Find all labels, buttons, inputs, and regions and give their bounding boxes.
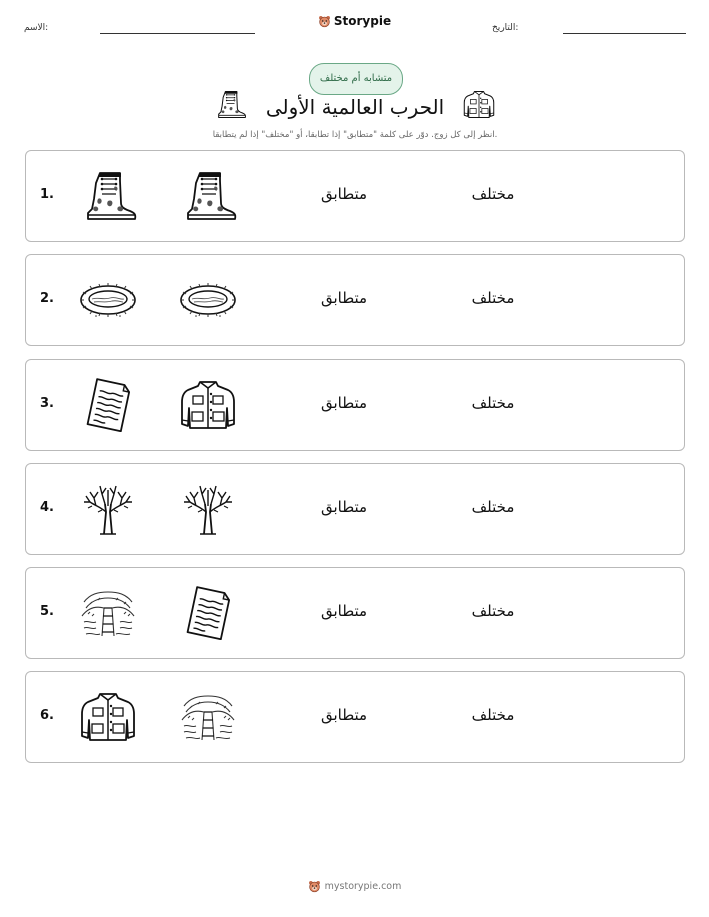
tree-icon bbox=[178, 482, 238, 536]
row-number: 3. bbox=[40, 396, 54, 411]
name-label: الاسم: bbox=[24, 23, 49, 33]
same-option[interactable]: متطابق bbox=[320, 498, 368, 516]
footer bbox=[0, 880, 709, 893]
page-title: الحرب العالمية الأولى bbox=[265, 95, 445, 119]
row-number: 1. bbox=[40, 187, 54, 202]
exercise-row-4 bbox=[25, 463, 685, 555]
different-option[interactable]: مختلف bbox=[471, 498, 515, 516]
different-option[interactable]: مختلف bbox=[471, 602, 515, 620]
same-option[interactable]: متطابق bbox=[320, 394, 368, 412]
row-number: 6. bbox=[40, 708, 54, 723]
worksheet-type-badge: متشابه أم مختلف bbox=[309, 63, 403, 95]
trench-icon bbox=[178, 690, 238, 744]
row-number: 4. bbox=[40, 500, 54, 515]
jacket-icon bbox=[178, 378, 238, 432]
document-icon bbox=[178, 586, 238, 640]
exercise-row-6 bbox=[25, 671, 685, 763]
date-label: التاريخ: bbox=[492, 23, 519, 33]
crater-icon bbox=[178, 273, 238, 327]
brand-name: Storypie bbox=[333, 14, 392, 28]
exercise-row-1 bbox=[25, 150, 685, 242]
instructions: انظر إلى كل زوج. دوّر على كلمة "متطابق" إذا تطابقا، أو "مختلف" إذا لم يتطابقا. bbox=[212, 130, 498, 140]
boot-icon bbox=[78, 169, 138, 223]
trench-icon bbox=[78, 586, 138, 640]
date-line[interactable] bbox=[563, 33, 686, 34]
exercise-row-2 bbox=[25, 254, 685, 346]
same-option[interactable]: متطابق bbox=[320, 602, 368, 620]
same-option[interactable]: متطابق bbox=[320, 289, 368, 307]
brand-logo bbox=[0, 14, 709, 28]
exercise-row-5 bbox=[25, 567, 685, 659]
row-number: 2. bbox=[40, 291, 54, 306]
jacket-icon bbox=[462, 89, 496, 120]
footer-url[interactable]: mystorypie.com bbox=[324, 881, 402, 892]
same-option[interactable]: متطابق bbox=[320, 706, 368, 724]
different-option[interactable]: مختلف bbox=[471, 185, 515, 203]
row-number: 5. bbox=[40, 604, 54, 619]
jacket-icon bbox=[78, 690, 138, 744]
tree-icon bbox=[78, 482, 138, 536]
different-option[interactable]: مختلف bbox=[471, 394, 515, 412]
different-option[interactable]: مختلف bbox=[471, 706, 515, 724]
crater-icon bbox=[78, 273, 138, 327]
name-line[interactable] bbox=[100, 33, 255, 34]
same-option[interactable]: متطابق bbox=[320, 185, 368, 203]
document-icon bbox=[78, 378, 138, 432]
boot-icon bbox=[178, 169, 238, 223]
exercise-row-3 bbox=[25, 359, 685, 451]
bear-logo-icon bbox=[308, 880, 321, 893]
different-option[interactable]: مختلف bbox=[471, 289, 515, 307]
bear-logo-icon bbox=[318, 15, 331, 28]
